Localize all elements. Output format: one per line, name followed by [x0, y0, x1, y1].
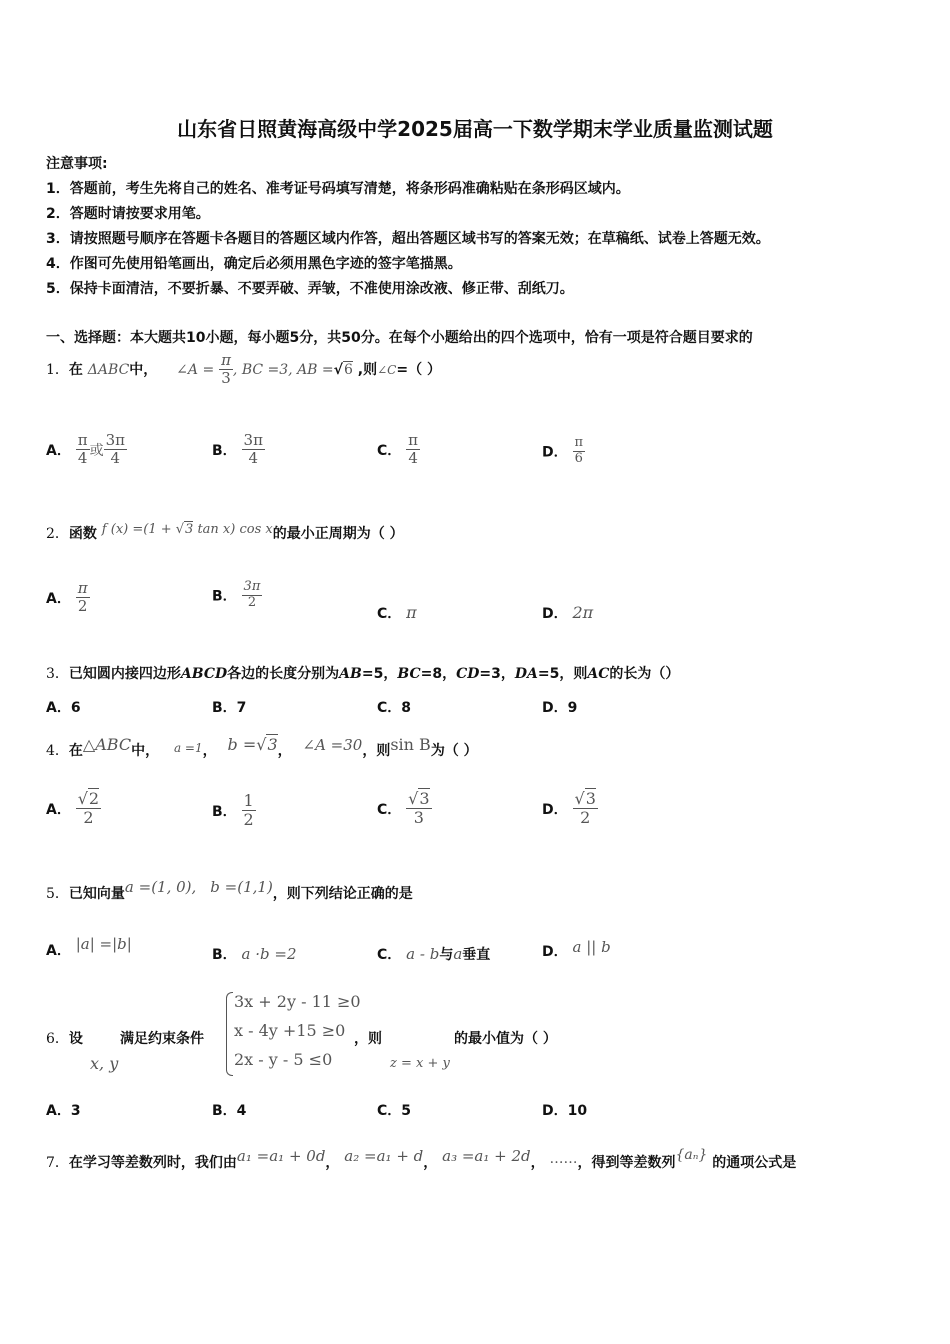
question-number: 3．	[46, 666, 69, 682]
question-number: 2．	[46, 526, 69, 542]
question-5: 5．已知向量a =(1, 0), b =(1,1)，则下列结论正确的是	[46, 878, 413, 902]
q3-option-b[interactable]: B．7	[212, 700, 247, 716]
question-6: 6．设	[46, 1031, 83, 1047]
page-title: 山东省日照黄海高级中学2025届高一下数学期末学业质量监测试题	[177, 117, 773, 141]
q1-condition: ∠A = $\frac{\pi}{3}$ , BC =3, AB =√6	[176, 351, 353, 388]
q2-option-d[interactable]: D． 2π	[542, 603, 594, 622]
q1-sqrt: 6	[344, 361, 353, 378]
q1-text: =（ ）	[396, 361, 441, 378]
q6-option-b[interactable]: B．4	[212, 1103, 247, 1119]
q4-option-b[interactable]: B． $\frac{1}{2}$	[212, 791, 254, 830]
q3-option-d[interactable]: D．9	[542, 700, 578, 716]
question-2	[46, 522, 404, 543]
q6-option-d[interactable]: D．10	[542, 1103, 588, 1119]
q3-option-a[interactable]: A．6	[46, 700, 81, 716]
q6-text: 的最小值为（ ）	[454, 1031, 557, 1047]
section-heading: 一、选择题：本大题共10小题，每小题5分，共50分。在每个小题给出的四个选项中，恰有一项是符合题目要求的	[46, 330, 753, 346]
q1-text: ,则	[357, 361, 378, 378]
q5-option-b[interactable]: B． a ·b =2	[212, 945, 297, 963]
q1-cond-rest: , BC =3, AB =	[232, 361, 334, 378]
constraint-1: 3x + 2y - 11 ≥0	[234, 992, 361, 1011]
question-3: 3．已知圆内接四边形ABCD各边的长度分别为AB=5，BC=8，CD=3，DA=5，则AC的长为（）	[46, 666, 680, 682]
notice-item: 5．保持卡面清洁，不要折暴、不要弄破、弄皱，不准使用涂改液、修正带、刮纸刀。	[46, 281, 574, 297]
question-1	[46, 352, 441, 388]
fraction: $\frac{\pi}{3}$	[221, 351, 231, 388]
q2-function: f (x) =(1 + √3 tan x) cos x	[101, 522, 273, 537]
q2-text: 函数	[68, 526, 97, 542]
notice-item: 4．作图可先使用铅笔画出，确定后必须用黑色字迹的签字笔描黑。	[46, 256, 462, 272]
q1-triangle: ΔABC	[87, 361, 130, 378]
q4-option-d[interactable]: D． $\frac{√3}{2}$	[542, 789, 596, 828]
q1-text: 中，	[129, 361, 158, 378]
q6-text: 满足约束条件	[120, 1031, 204, 1047]
constraint-brace	[226, 992, 233, 1076]
q1-option-b[interactable]: B． $\frac{3\pi}{4}$	[212, 431, 263, 468]
q3-option-c[interactable]: C．8	[377, 700, 412, 716]
q4-option-c[interactable]: C． $\frac{√3}{3}$	[377, 789, 430, 828]
q1-angle: ∠C	[377, 362, 397, 377]
q6-vars: x, y	[90, 1054, 119, 1073]
q5-option-c[interactable]: C． a - b与a垂直	[377, 945, 491, 963]
question-number: 7．	[46, 1155, 69, 1171]
question-number: 6．	[46, 1031, 69, 1047]
question-4: 4．在△ABC中， a =1， b =√3， ∠A =30，则sin B为（ ）	[46, 735, 478, 759]
q5-option-d[interactable]: D． a || b	[542, 938, 611, 960]
question-number: 5．	[46, 886, 69, 902]
notice-item: 1．答题前，考生先将自己的姓名、准考证号码填写清楚，将条形码准确粘贴在条形码区域内。	[46, 181, 630, 197]
q6-text: ，则	[354, 1031, 382, 1047]
constraint-3: 2x - y - 5 ≤0	[234, 1050, 333, 1069]
q1-text: 在	[68, 361, 83, 378]
notice-item: 2．答题时请按要求用笔。	[46, 206, 210, 222]
notice-item: 3．请按照题号顺序在答题卡各题目的答题区域内作答，超出答题区域书写的答案无效；在草稿纸、试卷上答题无效。	[46, 231, 770, 247]
q2-option-c[interactable]: C． π	[377, 603, 417, 622]
q2-text: 的最小正周期为（ ）	[272, 526, 404, 542]
question-7: 7．在学习等差数列时，我们由a₁ =a₁ + 0d， a₂ =a₁ + d， a₃ =a₁ + 2d， ……，得到等差数列{aₙ} 的通项公式是	[46, 1147, 797, 1171]
q1-option-c[interactable]: C． $\frac{\pi}{4}$	[377, 431, 419, 468]
q4-option-a[interactable]: A． $\frac{√2}{2}$	[46, 789, 100, 828]
q6-option-c[interactable]: C．5	[377, 1103, 412, 1119]
q6-objective: z = x + y	[390, 1056, 450, 1071]
q5-option-a[interactable]: A． |a| =|b|	[46, 935, 132, 959]
q1-option-d[interactable]: D． $\frac{\pi}{6}$	[542, 435, 584, 466]
q2-option-b[interactable]: B． $\frac{3\pi}{2}$	[212, 579, 261, 610]
question-number: 4．	[46, 743, 69, 759]
constraint-2: x - 4y +15 ≥0	[234, 1021, 346, 1040]
q1-option-a[interactable]: A． $\frac{\pi}{4}$ 或 $\frac{3\pi}{4}$	[46, 431, 125, 468]
q1-cond-a: ∠A =	[176, 361, 215, 378]
q6-option-a[interactable]: A．3	[46, 1103, 81, 1119]
q2-option-a[interactable]: A． $\frac{\pi}{2}$	[46, 579, 88, 616]
notice-heading: 注意事项:	[46, 156, 108, 172]
question-number: 1．	[46, 361, 69, 378]
